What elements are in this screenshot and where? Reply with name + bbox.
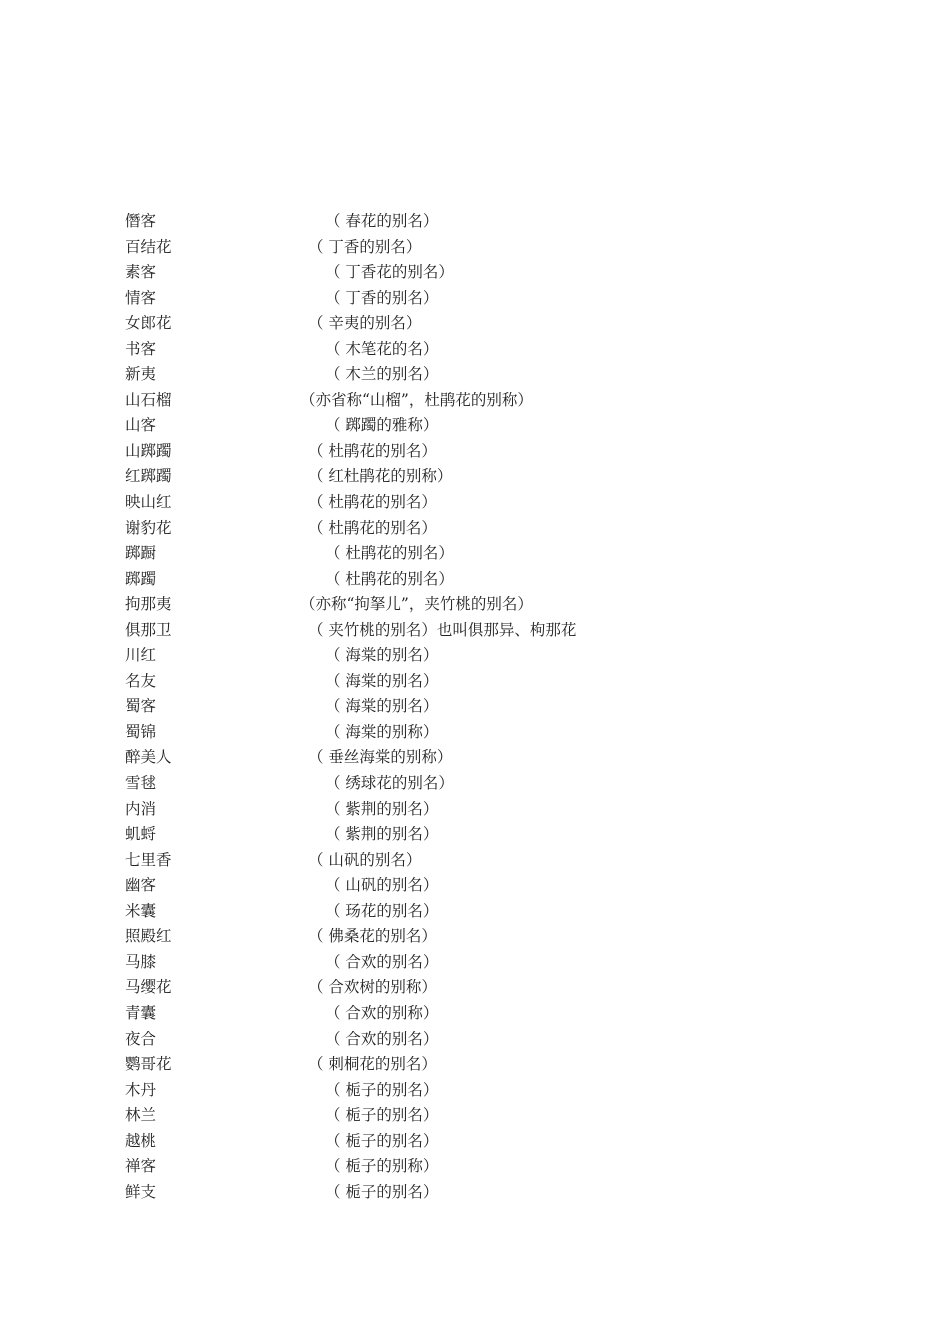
alias-note: （ 夹竹桃的别名）也叫俱那异、枸那花 <box>308 620 577 639</box>
alias-note: （ 海棠的别名） <box>325 671 439 690</box>
alias-term: 越桃 <box>125 1131 157 1150</box>
alias-term: 木丹 <box>125 1080 157 1099</box>
alias-term: 青囊 <box>125 1003 157 1022</box>
alias-note: （ 杜鹃花的别名） <box>308 493 437 512</box>
alias-note: （ 杜鹃花的别名） <box>308 518 437 537</box>
alias-term: 雪毬 <box>125 774 157 793</box>
alias-term: 新夷 <box>125 365 157 384</box>
alias-note: （ 刺桐花的别名） <box>308 1055 437 1074</box>
alias-note: （ 合欢的别名） <box>325 1029 439 1048</box>
alias-note: （ 红杜鹃花的别称） <box>308 467 453 486</box>
alias-term: 踯蹰 <box>125 544 157 563</box>
alias-note: （亦称“拘拏儿”，夹竹桃的别名） <box>300 595 533 614</box>
alias-term: 拘那夷 <box>125 595 172 614</box>
alias-term: 名友 <box>125 671 157 690</box>
alias-note: （ 木兰的别名） <box>325 365 439 384</box>
alias-term: 女郎花 <box>125 314 172 333</box>
alias-note: （ 玚花的别名） <box>325 901 439 920</box>
alias-note: （ 海棠的别名） <box>325 697 439 716</box>
alias-note: （ 绣球花的别名） <box>325 774 454 793</box>
alias-term: 僭客 <box>125 212 157 230</box>
alias-note: （ 合欢的别名） <box>325 952 439 971</box>
alias-note: （ 合欢树的别称） <box>308 978 437 997</box>
alias-term: 踯躅 <box>125 569 157 588</box>
alias-note: （ 栀子的别称） <box>325 1157 439 1176</box>
alias-term: 醉美人 <box>125 748 172 767</box>
alias-note: （ 杜鹃花的别名） <box>308 441 437 460</box>
alias-term: 内消 <box>125 799 157 818</box>
alias-term: 素客 <box>125 263 157 282</box>
alias-term: 幽客 <box>125 876 157 895</box>
alias-note: （ 垂丝海棠的别称） <box>308 748 453 767</box>
alias-note: （ 栀子的别名） <box>325 1080 439 1099</box>
alias-term: 禅客 <box>125 1157 157 1176</box>
alias-term: 马缨花 <box>125 978 172 997</box>
alias-term: 林兰 <box>125 1106 157 1125</box>
alias-note: （ 丁香的别名） <box>308 237 422 256</box>
alias-note: （ 海棠的别名） <box>325 646 439 665</box>
alias-term: 蜀客 <box>125 697 157 716</box>
alias-note: （ 海棠的别称） <box>325 722 439 741</box>
alias-term: 山石榴 <box>125 390 172 409</box>
alias-term: 鲜支 <box>125 1182 157 1201</box>
alias-note: （ 栀子的别名） <box>325 1131 439 1150</box>
alias-note: （ 佛桑花的别名） <box>308 927 437 946</box>
alias-note: （ 栀子的别名） <box>325 1182 439 1201</box>
alias-note: （ 辛夷的别名） <box>308 314 422 333</box>
alias-note: （亦省称“山榴”，杜鹃花的别称） <box>300 390 533 409</box>
alias-note: （ 紫荆的别名） <box>325 825 439 844</box>
alias-note: （ 合欢的别称） <box>325 1003 439 1022</box>
alias-note: （ 丁香的别名） <box>325 288 439 307</box>
alias-term: 映山红 <box>125 493 172 512</box>
alias-term: 虮蛶 <box>125 825 157 844</box>
alias-note: （ 栀子的别名） <box>325 1106 439 1125</box>
alias-term: 山客 <box>125 416 157 435</box>
alias-term: 米囊 <box>125 901 157 920</box>
alias-term: 书客 <box>125 339 157 358</box>
alias-term: 照殿红 <box>125 927 172 946</box>
alias-term: 谢豹花 <box>125 518 172 537</box>
alias-note: （ 春花的别名） <box>325 212 439 230</box>
alias-term: 情客 <box>125 288 157 307</box>
alias-term: 鹦哥花 <box>125 1055 172 1074</box>
alias-term: 红踯躅 <box>125 467 172 486</box>
alias-note: （ 杜鹃花的别名） <box>325 569 454 588</box>
alias-note: （ 紫荆的别名） <box>325 799 439 818</box>
alias-note: （ 踯躅的雅称） <box>325 416 439 435</box>
alias-note: （ 木笔花的名） <box>325 339 439 358</box>
alias-note: （ 丁香花的别名） <box>325 263 454 282</box>
alias-term: 夜合 <box>125 1029 157 1048</box>
alias-note: （ 山矾的别名） <box>325 876 439 895</box>
alias-term: 百结花 <box>125 237 172 256</box>
alias-term: 俱那卫 <box>125 620 172 639</box>
alias-note: （ 杜鹃花的别名） <box>325 544 454 563</box>
alias-term: 山踯躅 <box>125 441 172 460</box>
alias-term: 马膝 <box>125 952 157 971</box>
alias-note: （ 山矾的别名） <box>308 850 422 869</box>
alias-term: 川红 <box>125 646 157 665</box>
alias-term: 七里香 <box>125 850 172 869</box>
alias-term: 蜀锦 <box>125 722 157 741</box>
